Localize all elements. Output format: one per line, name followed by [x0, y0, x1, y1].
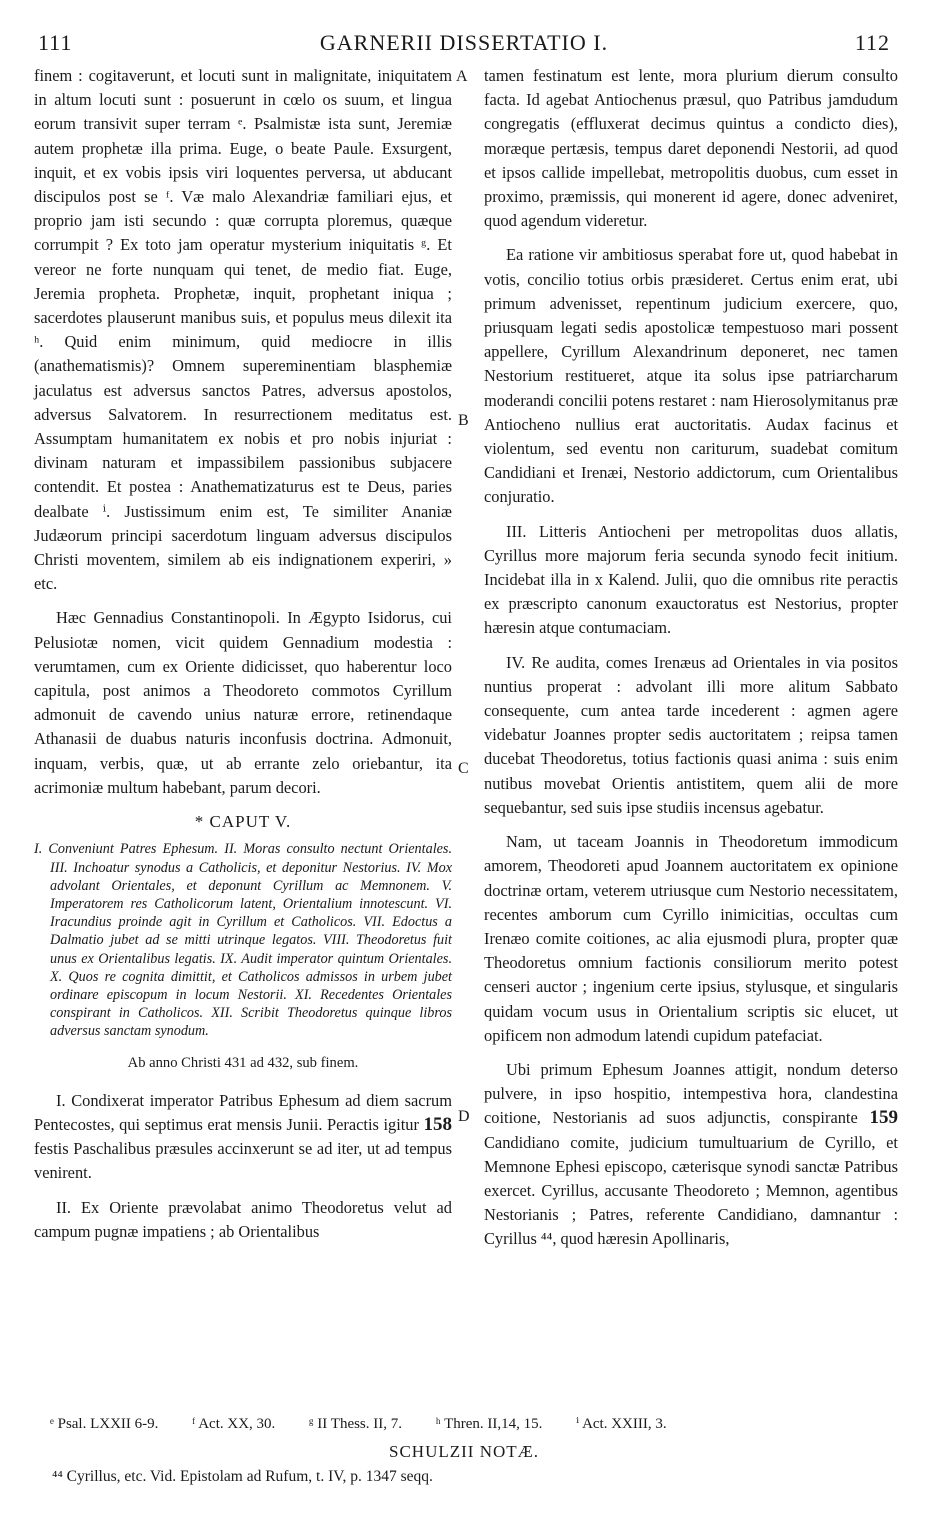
right-page-number: 112 [854, 30, 890, 55]
right-paragraph-4: IV. Re audita, comes Irenæus ad Orientales in via positos nuntius properat : advolant illi more alitum Sabbato consequente, cum antea tarde incederent : agmen agere videbatur Joannes propter sedis auctoritatem ; reipsa tamen ducebat Theodoretus, totius factionis quasi anima : suis enim nutibus movebat Orientis antistitem, quem alii de more sequebantur, sed suis ipse studiis incensus agebatur. [484, 652, 898, 817]
note-44: ⁴⁴ Cyrillus, etc. Vid. Epistolam ad Rufum, t. IV, p. 1347 seqq. [52, 1468, 433, 1485]
margin-letter-d: D [458, 1108, 470, 1125]
margin-letter-b: B [458, 412, 469, 429]
left-column [34, 64, 452, 1254]
footnote-f: ᶠ Act. XX, 30. [192, 1416, 276, 1432]
right-paragraph-6-text-a: Ubi primum Ephesum Joannes attigit, nondum deterso pulvere, in ipso hospitio, intempestiva hora, clandestina coitione, Nestorianis ad suos adjunctis, conspirante [484, 1059, 898, 1128]
right-paragraph-6 [484, 1058, 898, 1252]
right-paragraph-6-text-b: Candidiano comite, judicium tumultuarium de Cyrillo, et Memnone Ephesi episcopo, cæterisque synodi sanctæ Patribus exercet. Cyrillus, accusante Theodoreto ; Memnon, agentibus Nestorianis ; Patres, referente Candidiano, damnantur : Cyrillus ⁴⁴, quod hæresin Apollinaris, [484, 1132, 898, 1249]
left-paragraph-3-text-a: I. Condixerat imperator Patribus Ephesum ad diem sacrum Pentecostes, qui septimus erat mensis Junii. Peractis igitur [34, 1090, 452, 1134]
right-paragraph-5: Nam, ut taceam Joannis in Theodoretum immodicum amorem, Theodoreti apud Joannem auctoritatem ex opinione doctrinæ ortam, veterem utriusque cum Nestorio necessitatem, recentes amborum cum Cyrillo inimicitias, occultas cum Irenæo comite coitiones, ac alia ejusmodi plura, propter quæ Theodoretus omnium factionis consiliorum merito potest censeri auctor ; ingenium certe ipsius, stylusque, et singularis quidam vocum usus in Orientalium scriptis sic elucet, ut opificem non admodum latendi cupidum patefaciat. [484, 832, 898, 1045]
footnote-g: ᵍ II Thess. II, 7. [309, 1416, 403, 1432]
footnote-e: ᵉ Psal. LXXII 6-9. [50, 1416, 159, 1432]
left-paragraph-1: finem : cogitaverunt, et locuti sunt in malignitate, iniquitatem in altum locuti sunt : posuerunt in cœlo os suum, et lingua eorum transivit super terram ᵉ. Psalmistæ ista sunt, Jeremiæ autem prophetæ illa prima. Euge, o beate Paule. Exsurgent, inquit, et ex vobis ipsis viri loquentes perversa, ut abducant discipulos post se ᶠ. Væ malo Alexandriæ familiari ejus, et proprio jam isti secundo : quæ corrupta ploremus, quæque corrumpit ? Ex toto jam operatur mysterium iniquitatis ᵍ. Et vereor ne forte nunquam qui tenet, de medio fiat. Euge, Jeremia propheta. Prophetæ, inquit, prophetant iniqua ; sacerdotes plauserunt manibus suis, et populus meus dilexit ita ʰ. Quid enim minimum, quid mediocre in illis (anathematismis)? Omnem supereminentiam blasphemiæ jaculatus est adversus sanctos Patres, adversus apostolos, adversus Salvatorem. In resurrectionem meditatus est. Assumptam humanitatem ex nobis et pro nobis injuriat : divinam naturam et impassibilem passionibus subjacere contendit. Et postea : Anathematizaturus est te Deus, paries dealbate ⁱ. Justissimum enim est, Te similiter Ananiæ Judæorum principi sacerdotum linguam adversus discipulos Christi moventem, similem ab eis indignationem experiri, » etc. [34, 66, 452, 594]
footnote-i: ⁱ Act. XXIII, 3. [576, 1416, 667, 1432]
right-paragraph-3: III. Litteris Antiocheni per metropolitas duos allatis, Cyrillus more majorum feria secunda synodo fecit initium. Incidebat illa in x Kalend. Julii, quo die omnibus rite peractis ex præscripto canonum exauctoratus est Nestorius, propter hæresin atque contumaciam. [484, 521, 898, 638]
chapter-summary: I. Conveniunt Patres Ephesum. II. Moras consulto nectunt Orientales. III. Inchoatur synodus a Catholicis, et deponitur Nestorius. IV. Mox advolant Orientales, et deponunt Cyrillum ac Memnonem. V. Imperatorem res Catholicorum latent, Orientalium innotescunt. VI. Iracundius proinde agit in Cyrillum et Catholicos. VII. Edoctus a Dalmatio jubet ad se mitti utrinque legatos. VIII. Theodoretus fuit unus ex Orientalibus legatis. IX. Audit imperator quintum Orientales. X. Quos re cognita dimittit, et Catholicos admissos in urbem jubet ordinare episcopum in locum Nestorii. XI. Recedentes Orientales conspirant in Catholicos. XII. Scribit Theodoretus quinque libros adversus sanctam synodum. [34, 841, 452, 1040]
footnote-h: ʰ Thren. II,14, 15. [435, 1416, 543, 1432]
marginal-number-158: 158 [423, 1113, 452, 1135]
left-paragraph-2: Hæc Gennadius Constantinopoli. In Ægypto Isidorus, cui Pelusiotæ nomen, vicit quidem Gennadium modestia : verumtamen, cum ex Oriente didicisset, quo haberentur loco capitula, post animos a Theodoreto commotos Cyrillum admonuit de cavendo unius naturæ errore, retinendaque Athanasii de duabus naturis inconfusis doctrina. Admonuit, inquam, verbis, quæ, ut ab errante zelo oriebantur, ita acrimoniæ multum habebant, parum decori. [34, 608, 452, 797]
left-paragraph-3 [34, 1089, 452, 1186]
running-title: GARNERII DISSERTATIO I. [319, 30, 609, 55]
left-paragraph-3-text-b: festis Paschalibus præsules accinxerunt se ad iter, ut ad tempus venirent. [34, 1139, 452, 1183]
marginal-number-159: 159 [869, 1107, 898, 1129]
right-paragraph-1: tamen festinatum est lente, mora plurium dierum consulto facta. Id agebat Antiochenus præsul, quo Patribus jamdudum congregatis (effluxerat decimus quintus a condicto dies), moræque pertæsis, tempus daret deponendi Nestorii, ad quod et ipsos callide impellebat, metropolitis duobus, cum esset in proximo, præmissis, qui monerent id agere, donec adveniret, quod agendum videretur. [484, 66, 898, 231]
left-paragraph-4: II. Ex Oriente prævolabat animo Theodoretus velut ad campum pugnæ impatiens ; ab Orientalibus [34, 1197, 452, 1241]
chapter-heading: * CAPUT V. [194, 812, 292, 832]
right-column [484, 64, 898, 1262]
margin-letter-c: C [458, 760, 469, 777]
chapter-date-range: Ab anno Christi 431 ad 432, sub finem. [127, 1054, 359, 1071]
margin-letter-a: A [456, 68, 468, 85]
right-paragraph-2: Ea ratione vir ambitiosus sperabat fore ut, quod habebat in votis, concilio totius orbis præsideret. Certus enim erat, ubi primum advenisset, repentinum judicium exercere, quo, priusquam legati sedis apostolicæ tempestuoso mari possent appellere, Cyrillum Alexandrinum deponeret, nec tamen Nestorium restitueret, atque ita solus ipse patriarcharum moderandi concilii potens restaret : nam Hierosolymitanus præ Antiocheno nullius erat auctoritatis. Audax facinus et violentum, sed eventu non cariturum, suadebat comitum Candidiani et Irenæi, Nestorio addictorum, cum Orientalibus conjuratio. [484, 245, 898, 507]
notes-title: SCHULZII NOTÆ. [389, 1442, 539, 1461]
footnotes [50, 1414, 910, 1433]
left-page-number: 111 [38, 30, 73, 55]
